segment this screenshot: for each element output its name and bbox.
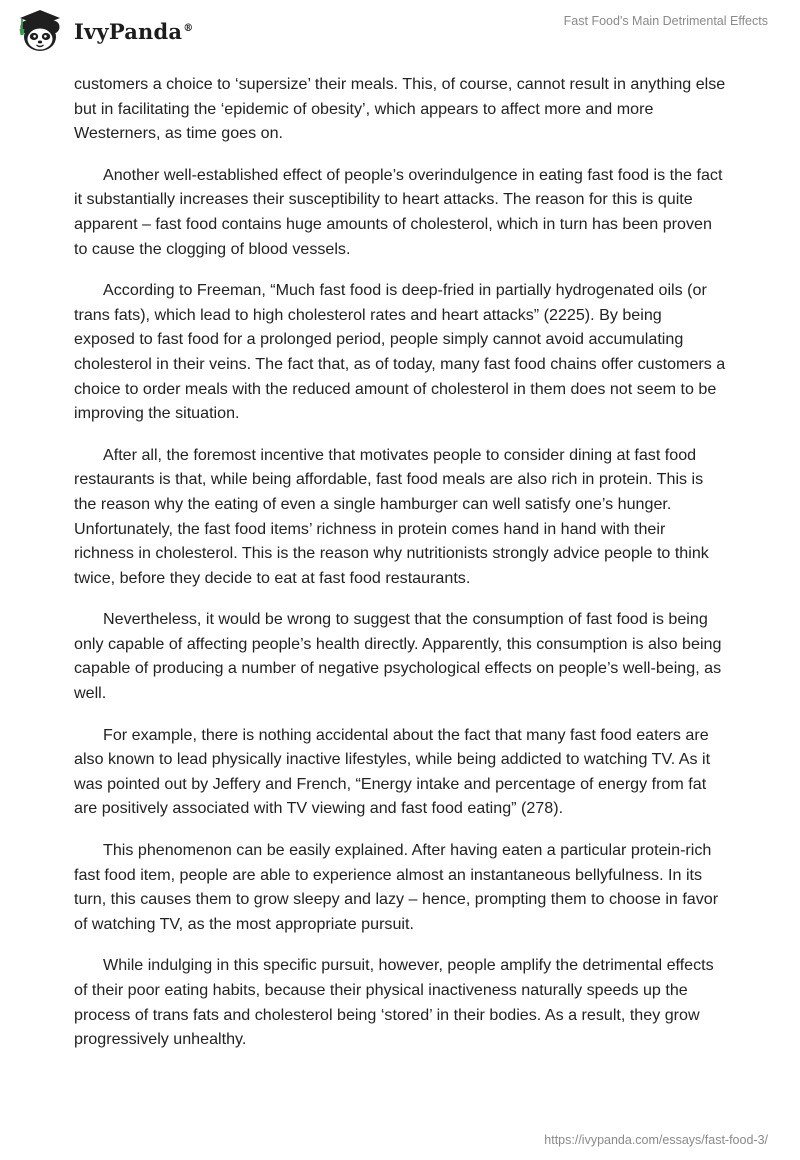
paragraph: For example, there is nothing accidental about the fact that many fast food eaters are also known to lead physically inactive lifestyles, while being addicted to watching TV. As it was pointed out by Jeffery and French, “Energy intake and percentage of energy from fat are positively associated with TV viewing and fast food eating” (278). [74,725,711,818]
panda-graduate-icon [14,8,66,56]
paragraph: According to Freeman, “Much fast food is deep-fried in partially hydrogenated oils (or trans fats), which lead to high cholesterol rates and heart attacks” (2225). By being exposed to fast food for a prolonged period, people simply cannot avoid accumulating cholesterol in their veins. The fact that, as of today, many fast food chains offer customers a choice to order meals with the reduced amount of cholesterol in them does not seem to be improving the situation. [74,281,726,423]
paragraph: After all, the foremost incentive that motivates people to consider dining at fast food restaurants is that, while being affordable, fast food meals are also rich in protein. This is the reason why the eating of even a single hamburger can well satisfy one’s hunger. Unfortunately, the fast food items’ richness in protein comes hand in hand with their richness in cholesterol. This is the reason why nutritionists strongly advice people to think twice, before they decide to eat at fast food restaurants. [74,445,709,587]
paragraph: customers a choice to ‘supersize’ their meals. This, of course, cannot result in anything else but in facilitating the ‘epidemic of obesity’, which appears to affect more and more Westerners, as time goes on. [74,75,726,143]
page-header [0,0,800,66]
registered-mark: ® [183,22,194,34]
ivypanda-logo[interactable] [14,8,193,56]
brand-name: IvyPanda® [74,18,194,44]
paragraph: This phenomenon can be easily explained. After having eaten a particular protein-rich fast food item, people are able to experience almost an instantaneous bellyfulness. In its turn, this causes them to grow sleepy and lazy – hence, prompting them to choose in favor of watching TV, as the most appropriate pursuit. [74,841,719,933]
paragraph: While indulging in this specific pursuit, however, people amplify the detrimental effects of their poor eating habits, because their physical inactiveness naturally speeds up the process of trans fats and cholesterol being ‘stored’ in their bodies. As a result, they grow progressively unhealthy. [74,956,714,1049]
source-url-link[interactable]: https://ivypanda.com/essays/fast-food-3/ [544,1133,768,1147]
document-title: Fast Food's Main Detrimental Effects [563,14,768,28]
paragraph: Another well-established effect of people’s overindulgence in eating fast food is the fact it substantially increases their susceptibility to heart attacks. The reason for this is quite apparent – fast food contains huge amounts of cholesterol, which in turn has been proven to cause the clogging of blood vessels. [74,165,723,258]
essay-body [74,72,726,1069]
paragraph: Nevertheless, it would be wrong to suggest that the consumption of fast food is being only capable of affecting people’s health directly. Apparently, this consumption is also being capable of producing a number of negative psychological effects on people’s well-being, as well. [74,610,722,703]
